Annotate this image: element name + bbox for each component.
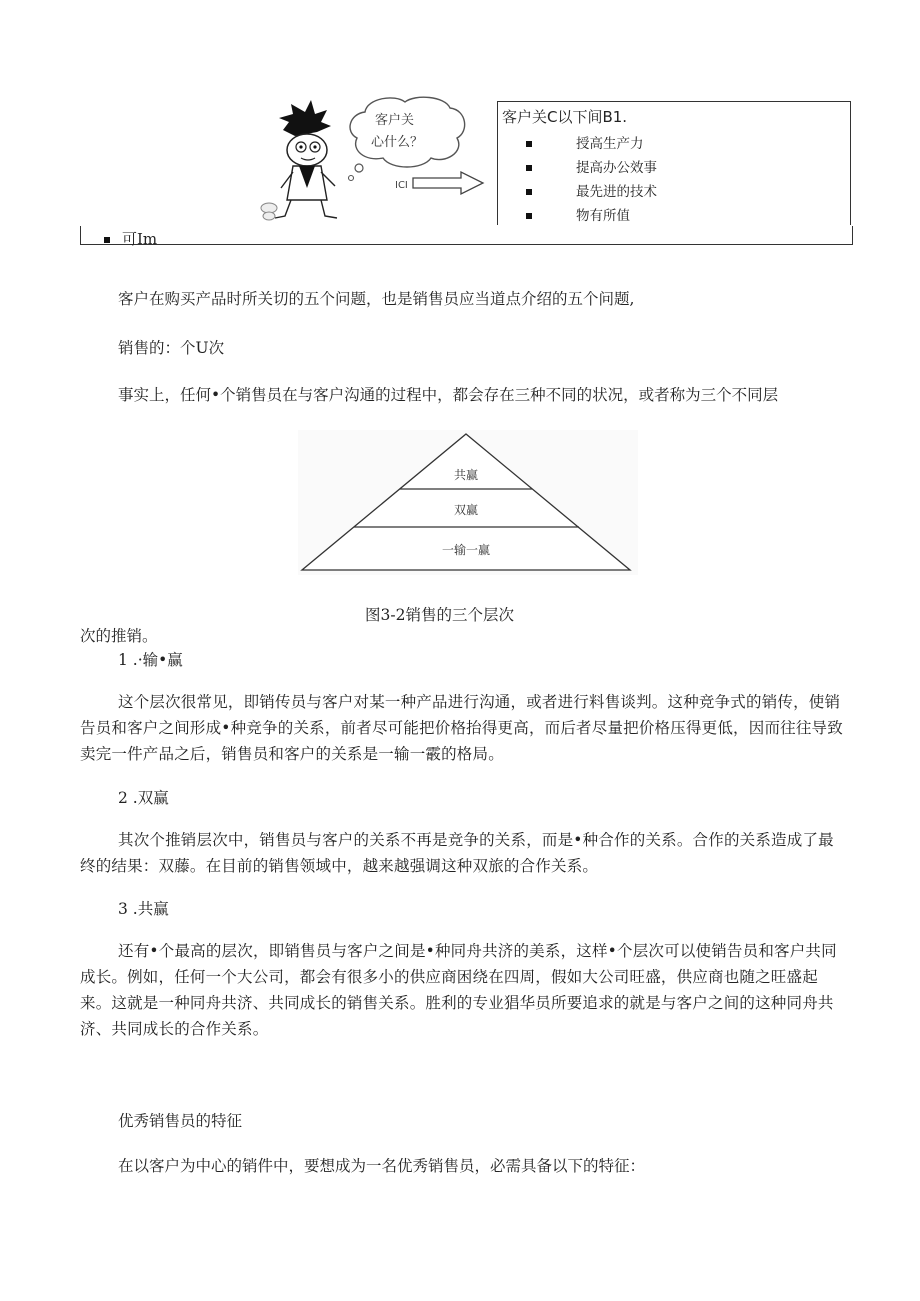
concern-item: 最先进的技术 [526,180,657,200]
customer-concerns-box [497,101,851,225]
concern-item-extra: 可Im [104,228,157,249]
concerns-title: 客户关C以下间B1. [502,108,628,126]
pyramid-level-top: 共赢 [453,468,479,482]
concern-item: 物有所值 [526,204,630,224]
pyramid-diagram [298,430,638,575]
levels-intro-continued: 次的推销。 [80,627,158,645]
level-heading-2: 2 .双赢 [118,789,169,807]
concern-item: 提高办公效事 [526,156,657,176]
section-heading: 销售的：个U次 [118,339,225,357]
thought-bubble [349,97,465,180]
arrow-label: ICI [395,180,408,191]
figure-frame [80,226,853,245]
bullet-icon [526,189,532,195]
arrow-right-icon [395,172,483,194]
bubble-text-line2: 心什么？ [371,135,424,150]
figure-caption: 图3-2销售的三个层次 [365,606,514,624]
intro-paragraph: 客户在购买产品时所关切的五个问题，也是销售员应当道点介绍的五个问题, [118,290,635,308]
concern-item: 授高生产力 [526,132,644,152]
levels-intro: 事实上，任何•个销售员在与客户沟通的过程中，都会存在三种不同的状况，或者称为三个不同层 [118,386,779,404]
bubble-text-line1: 客户关 [375,113,415,128]
bullet-icon [526,213,532,219]
level-paragraph-3: 还有•个最高的层次，即销售员与客户之间是•种同舟共济的美系，这样•个层次可以使销告员和客户共同成长。例如，任何一个大公司，都会有很多小的供应商困绕在四周，假如大公司旺盛，供应商也随之旺盛起来。这就是一种同舟共济、共同成长的销售关系。胜利的专业猖华员所要追求的就是与客户之间的这种同舟共济、共同成长的合作关系。 [80,942,837,1038]
bullet-icon [526,141,532,147]
section-heading-excellent: 优秀销售员的特征 [118,1112,243,1130]
level-heading-3: 3 .共赢 [118,900,169,918]
level-paragraph-2: 其次个推销层次中，销售员与客户的关系不再是竞争的关系，而是•种合作的关系。合作的关系造成了最终的结果：双藤。在目前的销售领域中，越来越强调这种双旅的合作关系。 [80,831,834,875]
cartoon-illustration [255,92,495,226]
level-heading-1: 1 .·输•赢 [118,651,183,669]
bullet-icon [104,237,110,243]
cartoon-character [261,100,337,220]
excellent-intro: 在以客户为中心的销件中，要想成为一名优秀销售员，必需具备以下的特征： [118,1157,646,1175]
pyramid-level-bottom: 一输一赢 [441,543,491,557]
level-paragraph-1: 这个层次很常见，即销传员与客户对某一种产品进行沟通，或者进行料售谈判。这种竞争式的销传，使销告员和客户之间形成•种竞争的关系，前者尽可能把价格抬得更高，而后者尽量把价格压得更低，因而往往导致卖完一件产品之后，销售员和客户的关系是一输一霰的格局。 [80,693,843,763]
bullet-icon [526,165,532,171]
pyramid-level-middle: 双赢 [453,503,479,517]
